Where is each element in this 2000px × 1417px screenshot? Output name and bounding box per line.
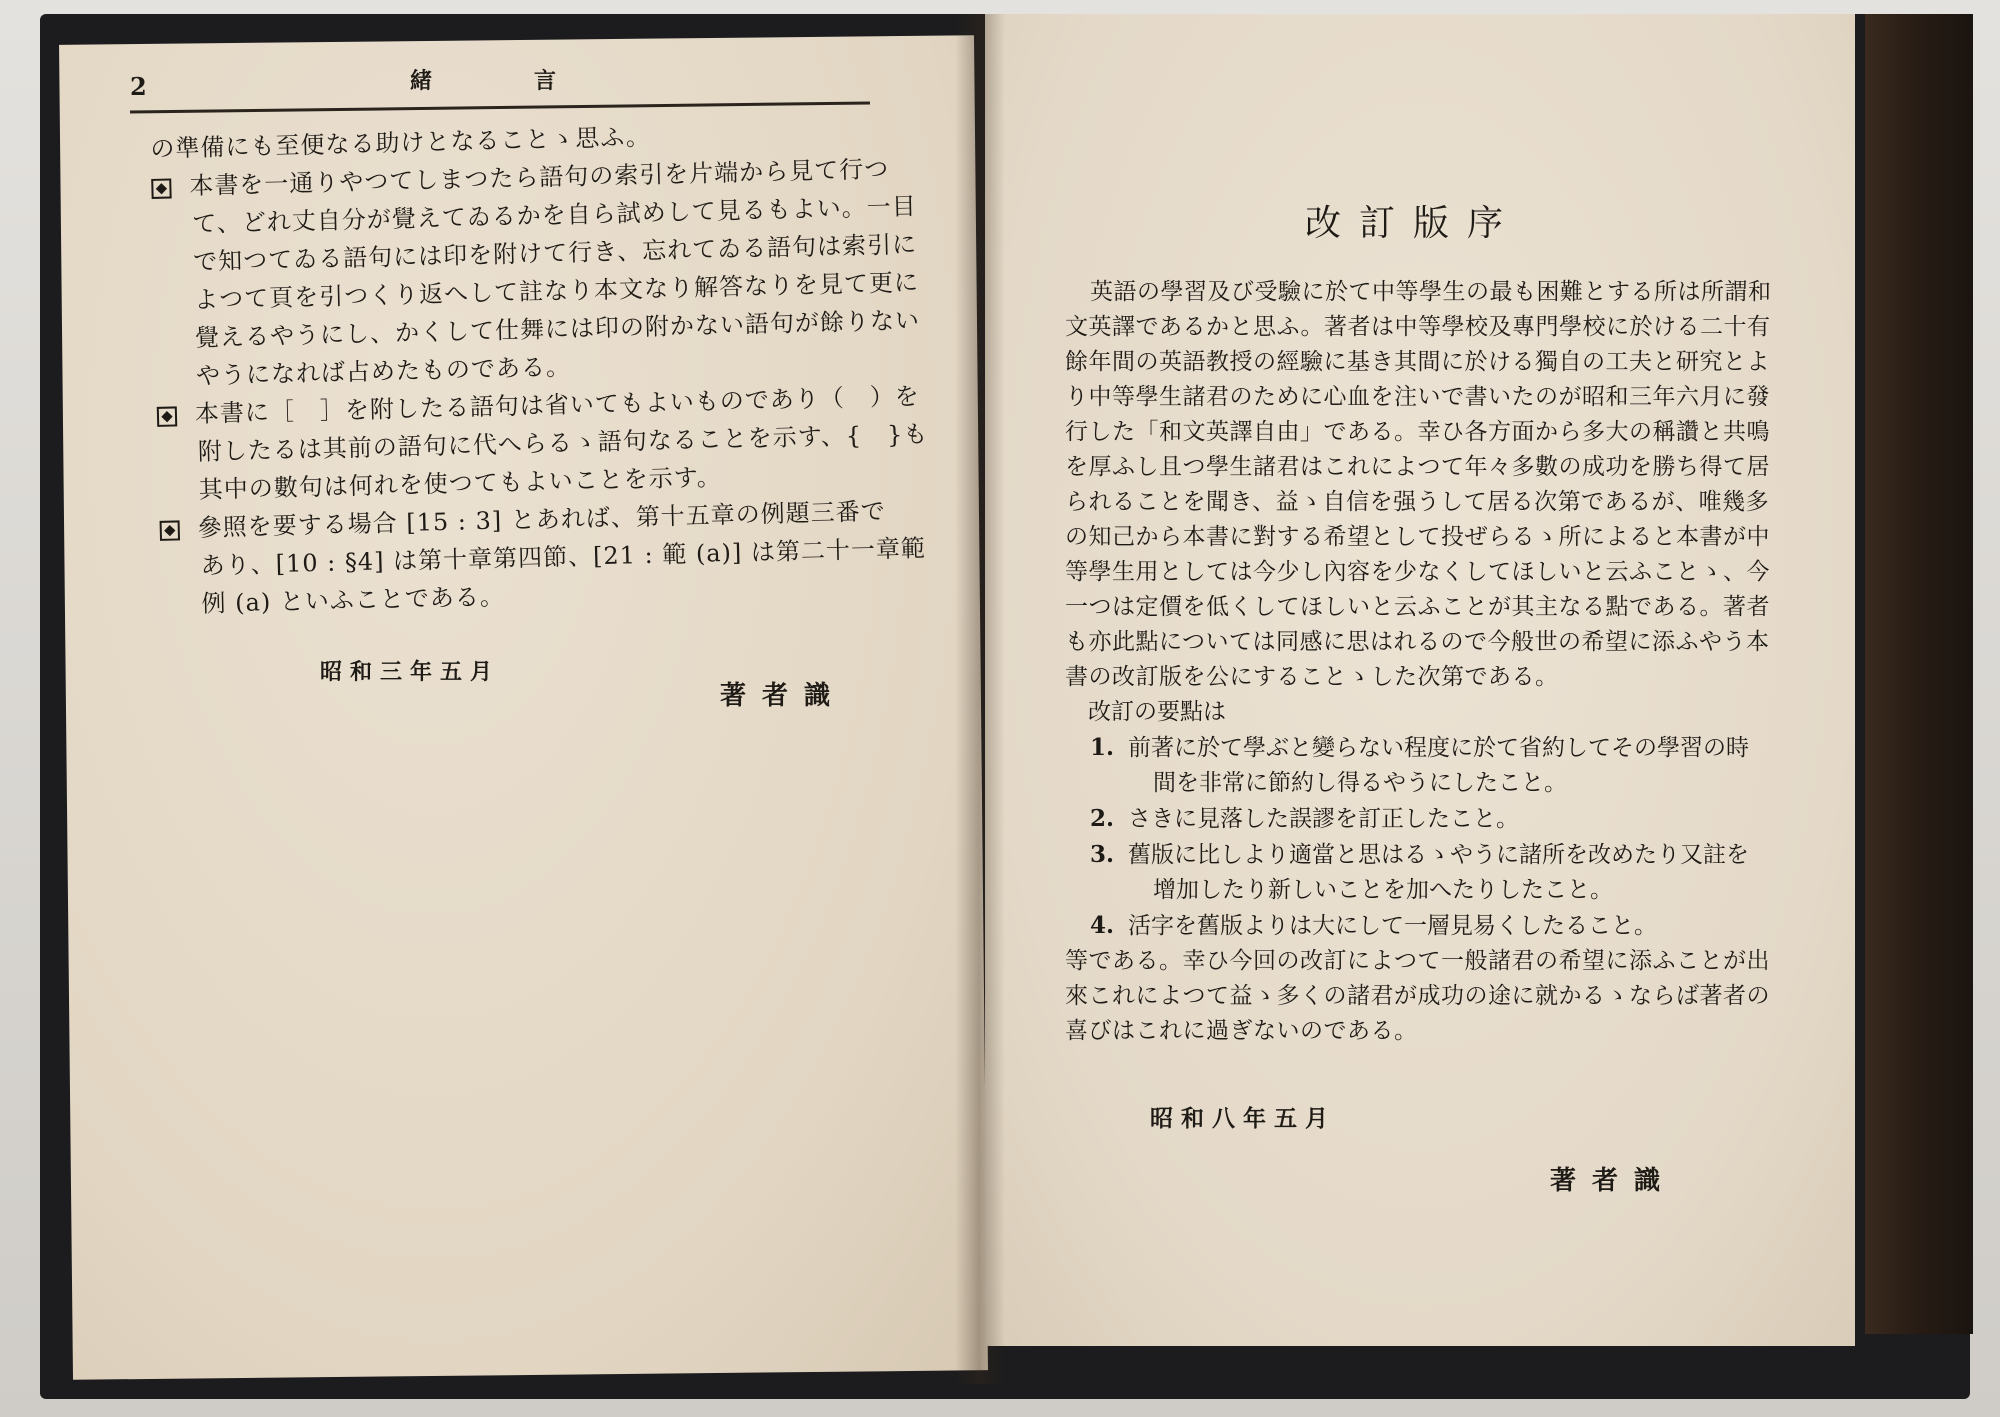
line-text: やうになれば占めたものである。: [195, 352, 572, 390]
diamond-bullet-icon: [160, 520, 180, 540]
point-text-continuation: 增加したり新しいことを加へたりしたこと。: [1153, 877, 1613, 903]
line-text: 覺えるやうにし、かくして仕舞には印の附かない語句が餘りない: [194, 306, 921, 352]
point-number: 3.: [1090, 841, 1115, 868]
right-page-date: 昭和八年五月: [1150, 1105, 1336, 1132]
revision-point: [1065, 908, 1845, 944]
line-text: 其中の數句は何れを使つてもよいことを示す。: [198, 463, 723, 504]
preface-text-line: 一つは定價を低くしてほしいと云ふことが其主なる點である。著者: [1065, 594, 1770, 620]
preface-text-line: 等學生用としては今少し內容を少なくしてほしいと云ふことゝ、今: [1065, 559, 1770, 585]
right-page-body: [1065, 275, 1845, 1049]
closing-text-line: 來これによつて益ゝ多くの諸君が成功の途に就かるゝならば著者の: [1065, 983, 1770, 1009]
preface-text-line: の知己から本書に對する希望として投ぜらるゝ所によると本書が中: [1065, 524, 1770, 550]
header-rule: [130, 101, 870, 113]
point-text: 舊版に比しより適當と思はるゝやうに諸所を改めたり又註を: [1128, 842, 1749, 868]
left-page-date: 昭和三年五月: [320, 659, 501, 685]
preface-text-line: を厚ふし且つ學生諸君はこれによつて年々多數の成功を勝ち得て居: [1065, 454, 1770, 480]
revision-point: [1065, 730, 1845, 766]
line-text: で知つてゐる語句には印を附けて行き、忘れてゐる語句は索引に: [192, 230, 918, 276]
diamond-bullet-icon: [151, 178, 171, 198]
preface-text-line: られることを聞き、益ゝ自信を强うして居る次第であるが、唯幾多: [1065, 489, 1770, 515]
line-text: て、どれ丈自分が覺えてゐるかを自ら試めして見るもよい。一目: [191, 192, 917, 238]
revision-point: [1065, 801, 1845, 837]
point-number: 1.: [1090, 734, 1115, 761]
points-heading: 改訂の要點は: [1088, 699, 1226, 725]
preface-title: 改訂版序: [1305, 203, 1522, 244]
line-text: あり、[10 : §4] は第十章第四節、[21 : 範 (a)] は第二十一章範: [200, 534, 927, 580]
line-text: 參照を要する場合 [15 : 3] とあれば、第十五章の例題三番で: [197, 497, 887, 542]
point-text-continuation: 間を非常に節約し得るやうにしたこと。: [1153, 770, 1567, 796]
left-page-header: [130, 70, 870, 120]
preface-text-line: 餘年間の英語教授の經驗に基き其間に於ける獨自の工夫と研究とよ: [1065, 349, 1770, 375]
preface-text-line: 書の改訂版を公にすることゝした次第である。: [1065, 664, 1559, 690]
book-gutter: [955, 14, 1005, 1384]
point-text: 活字を舊版よりは大にして一層見易くしたること。: [1128, 913, 1657, 939]
preface-text-line: 行した「和文英譯自由」である。幸ひ各方面から多大の稱讚と共鳴: [1065, 419, 1770, 445]
point-number: 2.: [1090, 805, 1115, 832]
point-text: 前著に於て學ぶと變らない程度に於て省約してその學習の時: [1128, 735, 1749, 761]
point-number: 4.: [1090, 912, 1115, 939]
closing-text-line: 等である。幸ひ今回の改訂によつて一般諸君の希望に添ふことが出: [1065, 948, 1770, 974]
line-text: 附したるは其前の語句に代へらるゝ語句なることを示す、{ }も: [197, 420, 929, 466]
line-text: 例 (a) といふことである。: [201, 582, 506, 618]
preface-text-line: も亦此點については同感に思はれるので今般世の希望に添ふやう本: [1065, 629, 1770, 655]
preface-text-line: 文英譯であるかと思ふ。著者は中等學校及專門學校に於ける二十有: [1065, 314, 1771, 340]
line-text: よつて頁を引つくり返へして註なり本文なり解答なりを見て更に: [193, 268, 920, 314]
line-text: 本書に［ ］を附したる語句は省いてもよいものであり（ ）を: [194, 382, 921, 428]
preface-text-line: り中等學生諸君のために心血を注いで書いたのが昭和三年六月に發: [1065, 384, 1770, 410]
book-page-edges: [1865, 14, 1973, 1334]
line-text: の準備にも至便なる助けとなることゝ思ふ。: [150, 122, 652, 163]
revision-point: [1065, 837, 1845, 873]
line-text: 本書を一通りやつてしまつたら語句の索引を片端から見て行つ: [189, 154, 890, 201]
running-head: 緒 言: [410, 68, 597, 94]
left-page-body: [150, 112, 929, 623]
diamond-bullet-icon: [157, 406, 177, 426]
left-page-signature: 著者識: [720, 681, 847, 711]
closing-text-line: 喜びはこれに過ぎないのである。: [1065, 1018, 1418, 1044]
point-text: さきに見落した誤謬を訂正したこと。: [1128, 806, 1519, 832]
right-page-signature: 著者識: [1550, 1166, 1677, 1196]
page-number: 2: [130, 72, 147, 101]
preface-text-line: 英語の學習及び受驗に於て中等學生の最も困難とする所は所謂和: [1090, 279, 1772, 305]
